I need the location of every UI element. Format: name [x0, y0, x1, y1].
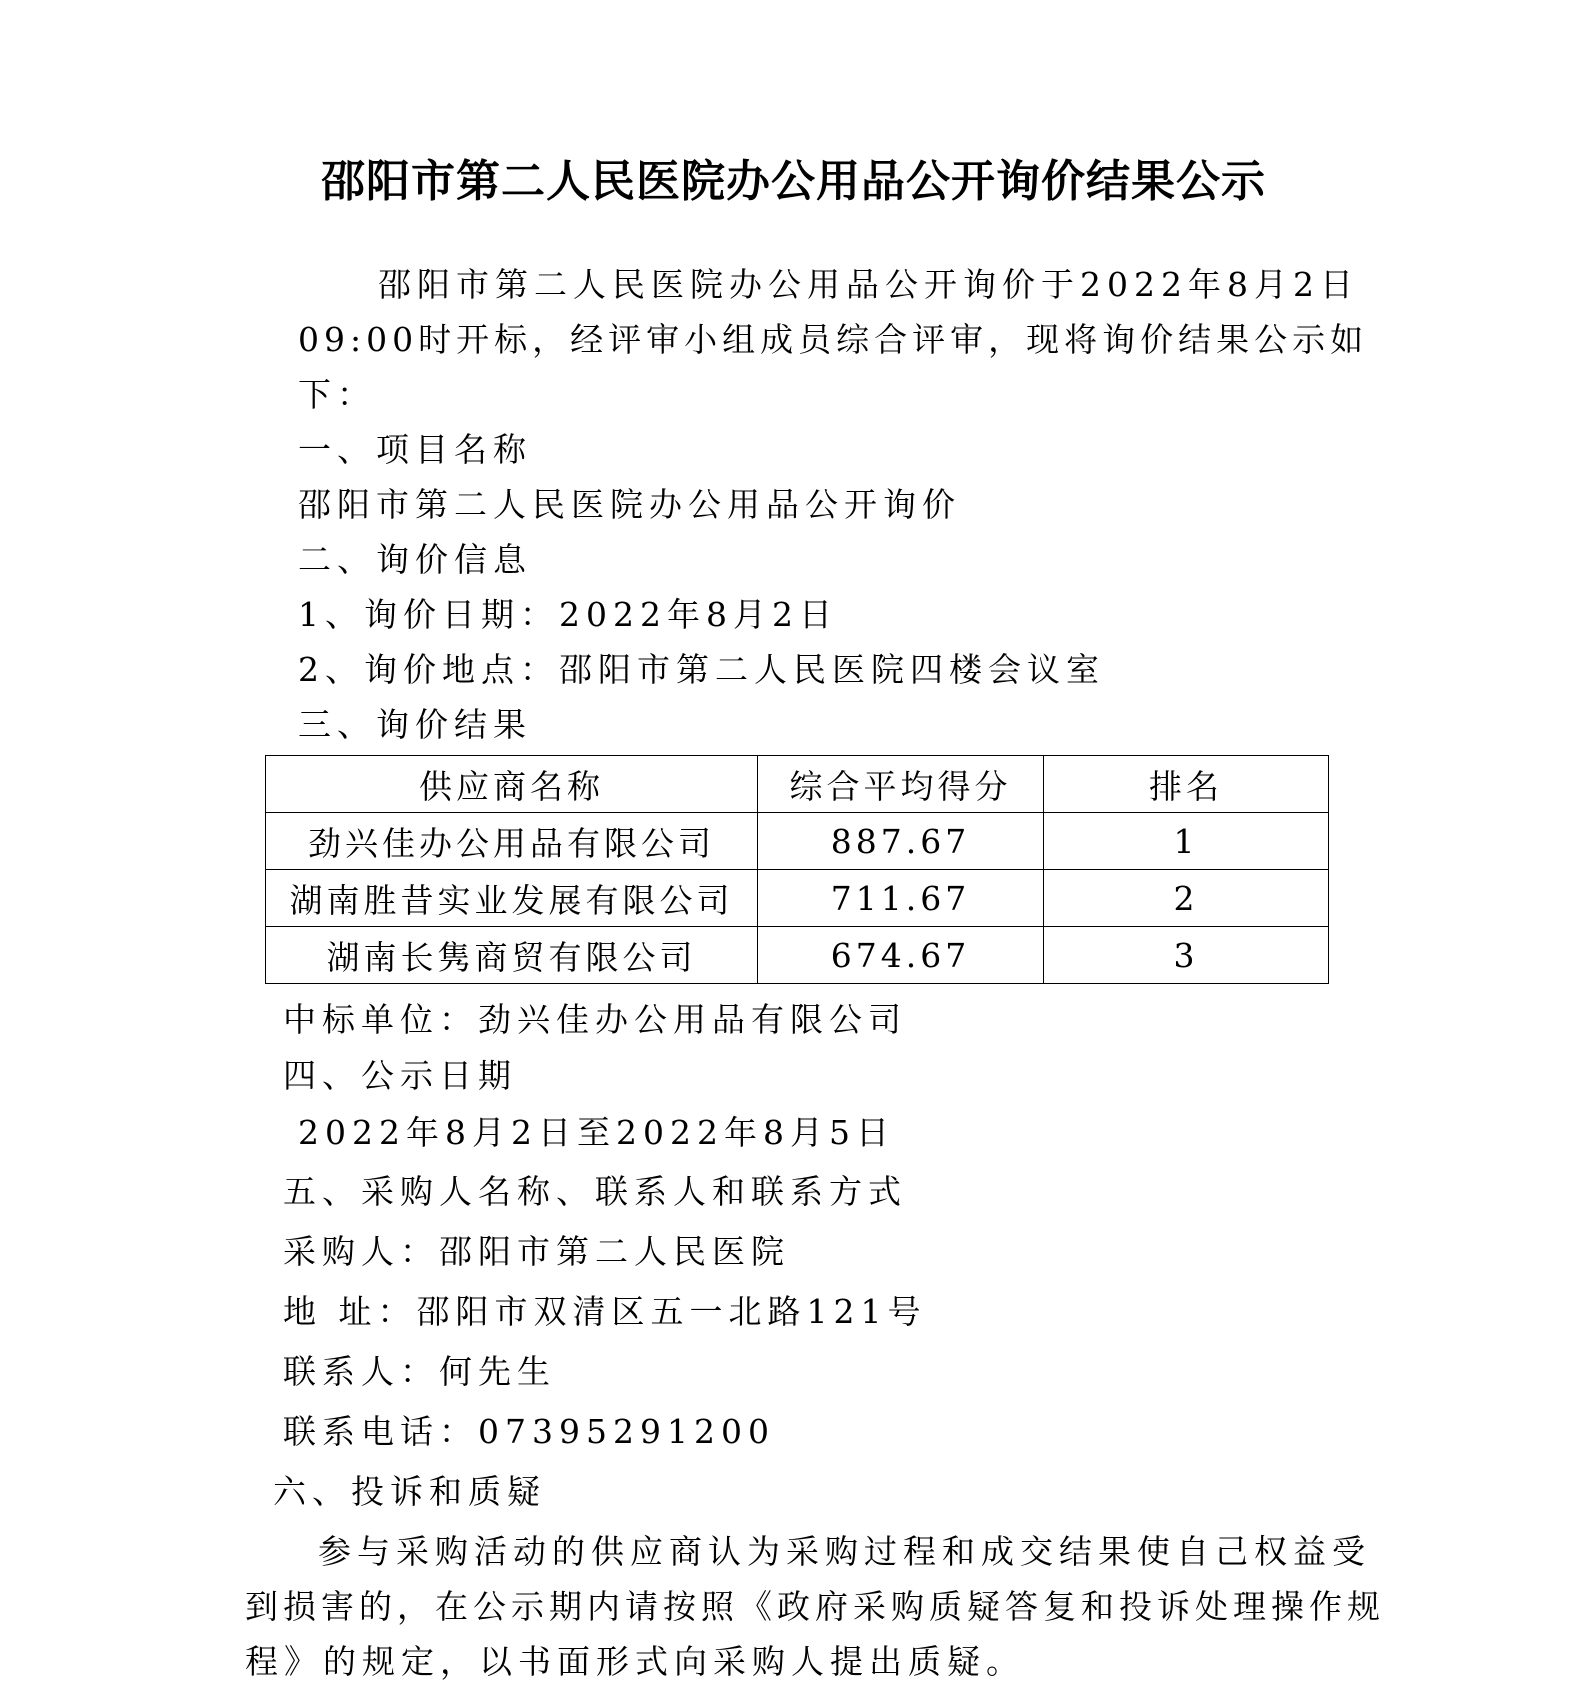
complaints-line-1: 参与采购活动的供应商认为采购过程和成交结果使自己权益受 [318, 1532, 1371, 1571]
section-heading-inquiry-info: 二、询价信息 [298, 540, 532, 579]
rank-cell: 3 [1044, 927, 1329, 984]
page-title: 邵阳市第二人民医院办公用品公开询价结果公示 [321, 156, 1266, 207]
purchaser-address: 地 址：邵阳市双清区五一北路121号 [283, 1292, 927, 1331]
score-cell: 887.67 [758, 813, 1044, 870]
supplier-name-cell: 劲兴佳办公用品有限公司 [266, 813, 758, 870]
section-heading-complaints: 六、投诉和质疑 [273, 1472, 546, 1511]
intro-line-1: 邵阳市第二人民医院办公用品公开询价于2022年8月2日 [378, 265, 1359, 304]
table-row [266, 927, 1329, 984]
table-row [266, 813, 1329, 870]
supplier-name-cell: 湖南长隽商贸有限公司 [266, 927, 758, 984]
purchaser-name: 采购人：邵阳市第二人民医院 [283, 1232, 790, 1271]
inquiry-location: 2、询价地点：邵阳市第二人民医院四楼会议室 [298, 650, 1105, 689]
section-heading-purchaser: 五、采购人名称、联系人和联系方式 [283, 1172, 907, 1211]
rank-cell: 2 [1044, 870, 1329, 927]
contact-phone: 联系电话：07395291200 [283, 1412, 775, 1451]
inquiry-date: 1、询价日期：2022年8月2日 [298, 595, 838, 634]
complaints-line-3: 程》的规定，以书面形式向采购人提出质疑。 [245, 1642, 1025, 1681]
header-rank: 排名 [1044, 756, 1329, 813]
header-supplier-name: 供应商名称 [266, 756, 758, 813]
header-average-score: 综合平均得分 [758, 756, 1044, 813]
section-heading-project-name: 一、项目名称 [298, 430, 532, 469]
project-name-value: 邵阳市第二人民医院办公用品公开询价 [298, 485, 961, 524]
table-row [266, 870, 1329, 927]
score-cell: 711.67 [758, 870, 1044, 927]
intro-line-3: 下： [298, 375, 376, 414]
table-header-row [266, 756, 1329, 813]
section-heading-inquiry-result: 三、询价结果 [298, 705, 532, 744]
section-heading-publicity-date: 四、公示日期 [283, 1056, 517, 1095]
results-table [265, 755, 1329, 984]
contact-person: 联系人：何先生 [283, 1352, 556, 1391]
intro-line-2: 09:00时开标，经评审小组成员综合评审，现将询价结果公示如 [298, 320, 1369, 359]
winning-bidder: 中标单位：劲兴佳办公用品有限公司 [283, 1000, 907, 1039]
publicity-date-range: 2022年8月2日至2022年8月5日 [298, 1113, 895, 1152]
rank-cell: 1 [1044, 813, 1329, 870]
score-cell: 674.67 [758, 927, 1044, 984]
complaints-line-2: 到损害的，在公示期内请按照《政府采购质疑答复和投诉处理操作规 [245, 1587, 1385, 1626]
supplier-name-cell: 湖南胜昔实业发展有限公司 [266, 870, 758, 927]
